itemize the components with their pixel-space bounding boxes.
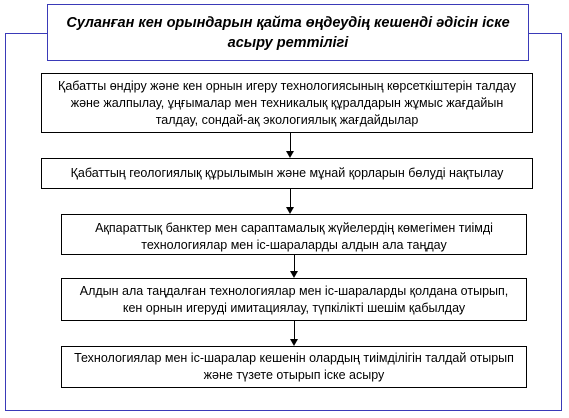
step-text-5: Технологиялар мен іс-шаралар кешенін олардың тиімділігін талдай отырып және түзете отырып іске асыру [74,351,514,382]
step-box-2 [41,158,533,189]
arrow-shaft [290,189,291,207]
arrow-1-to-2 [285,133,295,158]
arrow-2-to-3 [285,189,295,214]
arrow-head [286,207,294,214]
arrow-head [290,339,298,346]
arrow-head [290,271,298,278]
diagram-title: Суланған кен орындарын қайта өңдеудің кешенді әдісін іске асыру реттілігі [66,14,510,51]
arrow-head [286,151,294,158]
step-text-4: Алдын ала таңдалған технологиялар мен іс-шараларды қолдана отырып, кен орнын игеруді имитациялау, түпкілікті шешім қабылдау [79,283,509,315]
step-box-3 [61,214,527,255]
arrow-3-to-4 [289,255,299,278]
arrow-shaft [290,133,291,151]
step-box-5 [61,346,527,388]
arrow-4-to-5 [289,321,299,346]
title-box [47,4,529,61]
step-box-4 [61,278,527,321]
arrow-shaft [294,321,295,339]
step-box-1 [41,73,533,133]
step-text-3: Ақпараттық банктер мен сараптамалық жүйелердің көмегімен тиімді технологиялар мен іс-шараларды алдын ала таңдау [95,221,493,252]
step-text-2: Қабаттың геологиялық құрылымын және мұнай қорларын бөлуді нақтылау [70,166,504,180]
step-text-1: Қабатты өндіру және кен орнын игеру технологиясының көрсеткіштерін талдау және жалпылау, ұңғымалар мен техникалық құралдарын жұмыс жағдайын талдау, сондай-ақ экологиялық жағдайдылар [58,78,516,127]
arrow-shaft [294,255,295,271]
